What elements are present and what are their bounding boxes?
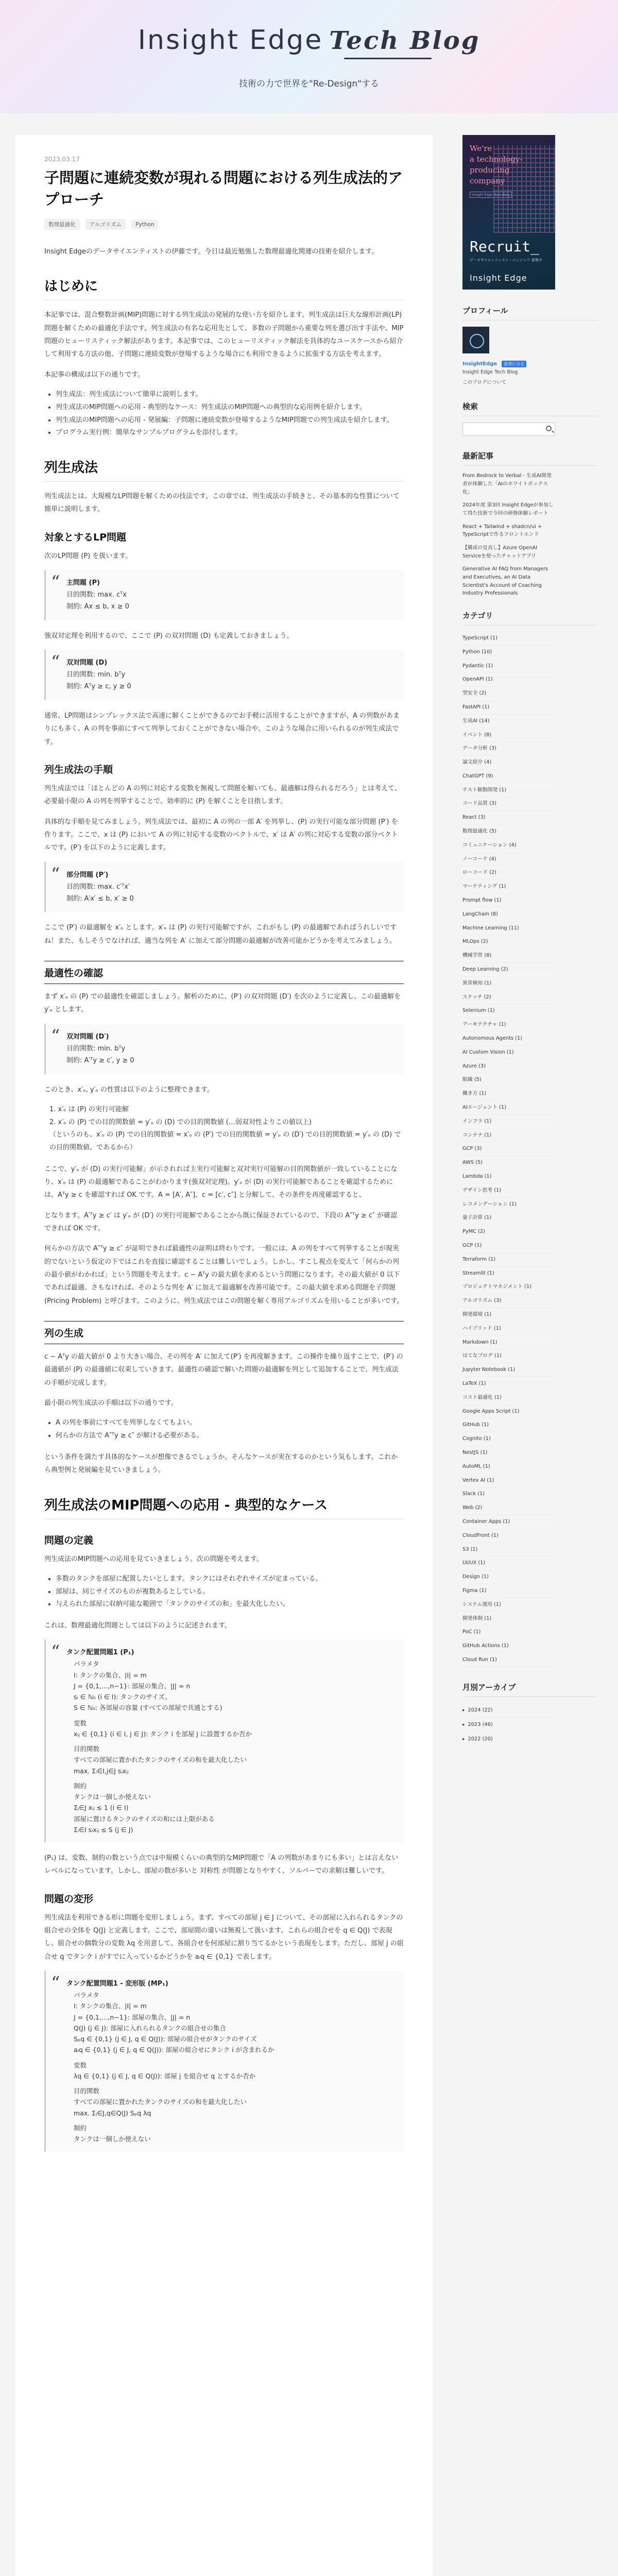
problem-line: 制約: Ax ≤ b, x ≥ 0 <box>66 603 129 611</box>
list-item: • プログラム実行例：簡単なサンプルプログラムを添付します。 <box>56 427 404 439</box>
problem-line: J = {0,1,…,n−1}: 部屋の集合、|J| = n <box>74 2013 191 2021</box>
category-link[interactable]: FastAPI (1) <box>462 701 555 715</box>
category-list <box>462 632 555 1667</box>
article-title: 子問題に連続変数が現れる問題における列生成法的アプローチ <box>44 169 403 209</box>
list-item: • 与えられた部屋に収納可能な範囲で「タンクのサイズの和」を最大化したい。 <box>56 1598 404 1611</box>
category-link[interactable]: Lambda (1) <box>462 1170 555 1184</box>
problem-title: タンク配置問題1 (P₁) <box>66 1649 134 1657</box>
banner-recruit-sub: データサイエンティスト・エンジニア 募集中 <box>470 258 542 262</box>
category-link[interactable]: 論文紹介 (4) <box>462 756 555 770</box>
paragraph: 列生成法では「ほとんどの A の列に対応する変数を無視して問題を解いても、最適解は得られるだろう」とは考えて、必要最小限の A の列を列挙することで、効率的に (P) を解くことを目指します。 <box>44 784 401 806</box>
category-link[interactable]: イベント (8) <box>462 728 555 742</box>
problem-box <box>44 862 404 912</box>
problem-line: 目的関数: max. c′ᵀx′ <box>66 883 130 891</box>
category-link[interactable]: 働き方 (1) <box>462 1087 555 1101</box>
category-title: カテゴリ <box>462 611 493 620</box>
category-link[interactable]: PoC (1) <box>462 1625 555 1639</box>
problem-line: Q(J) (j ∈ J): 部屋に入れられるタンクの組合せの集合 <box>74 2024 226 2032</box>
category-link[interactable]: 生成AI (14) <box>462 715 555 728</box>
recent-link[interactable]: 2024年度 第3回 Insight Edgeが参加して得た技術で今回の研修体験レポート <box>462 502 554 516</box>
list-item: • A の列を事前にすべてを列挙しなくてもよい。 <box>56 1417 404 1430</box>
problem-line: max. Σⱼ∈J,q∈Q(J) Sₚq λq <box>74 2109 151 2117</box>
problem-title: 主問題 (P) <box>66 579 100 587</box>
problem-title: 双対問題 (D) <box>66 659 108 667</box>
profile-desc: Insight Edge Tech Blog <box>462 369 518 375</box>
profile-name[interactable]: InsightEdge <box>462 361 497 367</box>
problem-line: J = {0,1,…,n−1}: 部屋の集合、|J| = n <box>74 1682 191 1690</box>
profile-title: プロフィール <box>462 306 508 315</box>
category-link[interactable]: コード品質 (3) <box>462 797 555 811</box>
recent-link[interactable]: 【構成の見直し】Azure OpenAI Serviceを使ったチャットアプリ <box>462 545 538 559</box>
definition-list <box>56 1573 404 1611</box>
list-item: 1. x′ₒ は (P) の実行可能解 <box>49 1105 129 1113</box>
archive-title: 月別アーカイブ <box>462 1682 516 1692</box>
category-link[interactable]: コミュニケーション (4) <box>462 839 555 853</box>
category-link[interactable]: Cognito (1) <box>462 1432 555 1446</box>
category-link[interactable]: Container Apps (1) <box>462 1515 555 1529</box>
recent-link[interactable]: Generative AI FAQ from Managers and Executives, an AI Data Scientist's Account of Coaching Industry Professionals <box>462 566 548 597</box>
category-link[interactable]: 開発体制 (1) <box>462 1612 555 1626</box>
quote-icon: “ <box>51 1025 60 1046</box>
paragraph: 列生成法とは、大規模なLP問題を解くための技法です。この章では、列生成法の手続きと、その基本的な性質について簡単に説明します。 <box>44 492 400 514</box>
category-link[interactable]: Python (10) <box>462 646 555 659</box>
problem-line: S ∈ ℕ₀: 各部屋の容量 (すべての部屋で共通とする) <box>74 1704 222 1712</box>
problem-line: 目的関数 <box>74 2087 100 2095</box>
blog-header <box>0 0 618 113</box>
article-intro: Insight Edgeのデータサイエンティストの伊藤です。今日は最近勉強した数理最適化関連の技術を紹介します。 <box>44 248 379 256</box>
banner-line: company <box>470 176 505 185</box>
paragraph: 最小限の列生成法の手順は以下の通りです。 <box>44 1399 178 1408</box>
category-link[interactable]: Selenium (1) <box>462 1004 555 1018</box>
category-link[interactable]: React (3) <box>462 811 555 825</box>
paragraph: 列生成法を利用できる形に問題を変形しましょう。まず、すべての部屋 j ∈ J について、その部屋に入れられるタンクの組合せの全体を Q(J) と定義します。ここで、部屋間の違いは無視して扱います。これらの組合せを q ∈ Q(J) で表現し、組合せの個数分の変数 λq を用意して、各組合せを何部屋に割り当てるかという表現をします。ただし、部屋 j の組合せ q でタンク i がすでに入っているかどうかを aᵢq ∈ {0,1} で表します。 <box>44 1913 404 1961</box>
sidebar <box>462 135 597 1747</box>
problem-line: 部屋に置けるタンクのサイズの和には上限がある <box>74 1815 215 1823</box>
problem-title: 双対問題 (D′) <box>66 1032 109 1041</box>
category-link[interactable]: Markdown (1) <box>462 1336 555 1350</box>
chevron-right-icon: ▸ <box>462 1722 465 1727</box>
category-link[interactable]: Slack (1) <box>462 1487 555 1501</box>
paragraph: 本記事の構成は以下の通りです。 <box>44 370 144 379</box>
category-link[interactable]: Azure (3) <box>462 1060 555 1074</box>
banner-tiny: Insight Edge Tech Blog <box>470 192 512 198</box>
archive-year[interactable] <box>462 1703 555 1718</box>
category-link[interactable]: 異常検知 (1) <box>462 977 555 991</box>
quote-icon: “ <box>51 863 60 885</box>
category-link[interactable]: Cloud Run (1) <box>462 1653 555 1667</box>
recent-link[interactable]: From Bedrock to Verbal - 生成AI開発者が体験した「AIのホワイトボックス化」 <box>462 473 552 495</box>
paragraph: 強双対定理を利用するので、ここで (P) の双対問題 (D) も定義しておきましょう。 <box>44 632 294 640</box>
problem-line: タンクは一個しか使えない <box>74 2135 151 2143</box>
category-link[interactable]: インフラ (1) <box>462 1115 555 1129</box>
category-link[interactable]: OpenAPI (1) <box>462 673 555 687</box>
problem-line <box>74 1739 394 1743</box>
category-link[interactable]: Jupyter Notebook (1) <box>462 1363 555 1377</box>
category-link[interactable]: 量子計算 (1) <box>462 1211 555 1225</box>
problem-line <box>74 1776 394 1781</box>
brand-script: Tech Blog <box>329 26 480 55</box>
problem-line: Σᵢ∈I sᵢxᵢⱼ ≤ S (j ∈ J) <box>74 1825 133 1834</box>
brand-name: Insight Edge <box>138 25 323 56</box>
problem-line: aᵢq ∈ {0,1} (j ∈ J, q ∈ Q(J)): 部屋の組合せにタンク i が含まれるか <box>74 2046 274 2054</box>
problem-line: Sₚq ∈ {0,1} (j ∈ J, q ∈ Q(J)): 部屋の組合せがタンクのサイズ <box>74 2035 257 2043</box>
problem-line: 変数 <box>74 2061 87 2069</box>
category-link[interactable]: LaTeX (1) <box>462 1377 555 1391</box>
category-link[interactable]: Design (1) <box>462 1570 555 1584</box>
paragraph: ここで、y′ₒ が (D) の実行可能解」が示されれば主実行可能解と双対実行可能解の目的関数値が一致していることになり、x′ₒ は (P) の最適解であることがわかります(強双対定理)。y′ₒ が (D) の実行可能解であることを確認するためには、Aᵀy ≥ c を確認すれば OK です。A = [A′, A″]、c = [c′, c″] と分解して、その条件を再度確認すると、 <box>44 1165 398 1199</box>
list-item: • 列生成法のMIP問題への応用 - 典型的なケース：列生成法のMIP問題への典型的な応用例を紹介します。 <box>56 401 404 414</box>
problem-line: すべての部屋に置かれたタンクのサイズの和を最大化したい <box>74 2098 247 2106</box>
problem-line <box>74 2119 394 2123</box>
category-link[interactable]: Streamlit (1) <box>462 1267 555 1281</box>
category-link[interactable]: Terraform (1) <box>462 1253 555 1267</box>
category-link[interactable]: Pydantic (1) <box>462 659 555 673</box>
category-link[interactable]: PyMC (2) <box>462 1225 555 1239</box>
category-link[interactable]: NestJS (1) <box>462 1446 555 1460</box>
category-link[interactable]: Machine Learning (11) <box>462 922 555 936</box>
problem-line: I: タンクの集合、|I| = m <box>74 1671 147 1679</box>
category-link[interactable]: アーキテクチャ (1) <box>462 1018 555 1032</box>
paragraph: 通常、LP問題はシンプレックス法で高速に解くことができるのでお手軽に活用することができますが、A の列数があまりにも多く、A の列を事前にすべて列挙しておくことができない場合や、このような場合に用いられるのが列生成法です。 <box>44 711 400 746</box>
category-link[interactable]: Prompt flow (1) <box>462 894 555 908</box>
logo-underline <box>344 58 432 59</box>
category-link[interactable]: システム運用 (1) <box>462 1598 555 1612</box>
section-heading: はじめに <box>44 276 404 300</box>
paragraph: (P₁) は、変数、制約の数という点では中規模くらいの典型的なMIP問題で「A の列数があまりにも多い」とは言えないレベルになっています。しかし、部屋の数が多いと 対称性 が問題となりやすく、ソルバーでの求解は難しいです。 <box>44 1854 399 1875</box>
category-link[interactable]: アルゴリズム (3) <box>462 1294 555 1308</box>
about-link[interactable]: このブログについて <box>462 380 507 386</box>
paragraph: これは、数理最適化問題としては以下のように記述されます。 <box>44 1621 231 1630</box>
category-link[interactable]: AIエージェント (1) <box>462 1101 555 1115</box>
category-link[interactable]: テスト駆動開発 (1) <box>462 784 555 798</box>
category-link[interactable]: Autonomous Agents (1) <box>462 1032 555 1046</box>
list-item: • 部屋は、同じサイズのものが複数あるとしている。 <box>56 1586 404 1599</box>
banner-brand: Insight Edge <box>470 273 527 283</box>
list-item: 2. x′ₒ の (P) での目的関数値 = y′ₒ の (D) での目的関数値 (…弱双対性よりこの値以上) <box>49 1118 312 1126</box>
category-link[interactable]: AI Custom Vision (1) <box>462 1046 555 1060</box>
chevron-right-icon: ▸ <box>462 1707 465 1713</box>
category-link[interactable]: コンテナ (1) <box>462 1129 555 1143</box>
category-link[interactable]: コスト最適化 (1) <box>462 1391 555 1405</box>
quote-icon: “ <box>51 1641 60 1663</box>
category-link[interactable]: AutoML (1) <box>462 1460 555 1474</box>
category-link[interactable]: データ分析 (3) <box>462 742 555 756</box>
category-link[interactable]: 機械学習 (8) <box>462 949 555 963</box>
problem-line: max. Σᵢ∈I,j∈J sᵢxᵢⱼ <box>74 1767 129 1775</box>
chevron-right-icon: ▸ <box>462 1736 465 1742</box>
paragraph: ここで (P′) の最適解を x′ₒ とします。x′ₒ は (P) の実行可能解ですが、これがもし (P) の最適解であればうれしいですね！また、もしそうでなければ、適当な列を A′ に加えて部分問題の最適解が改善可能かどうかを考えてみましょう。 <box>44 924 397 945</box>
paragraph: まず x′ₒ の (P) での最適性を確認しましょう。解析のために、(P′) の双対問題 (D′) を次のように定義し、この最適解を y′ₒ とします。 <box>44 993 401 1014</box>
follow-button[interactable]: 読者になる <box>502 361 526 367</box>
archive-label: 2023 (46) <box>468 1721 493 1727</box>
problem-lines <box>66 1658 394 1835</box>
problem-line: パラメタ <box>74 1991 99 1999</box>
problem-line <box>74 2081 394 2086</box>
category-link[interactable]: CloudFront (1) <box>462 1529 555 1543</box>
problem-line: タンクは一個しか使えない <box>74 1793 151 1801</box>
article-tags <box>44 218 404 230</box>
problem-line <box>74 1714 394 1718</box>
section-heading: 列生成法のMIP問題への応用 - 典型的なケース <box>44 1495 404 1519</box>
problem-line: 制約 <box>74 1782 87 1790</box>
problem-line: 目的関数: max. cᵀx <box>66 590 127 599</box>
tag-link[interactable]: Python <box>131 220 158 229</box>
problem-box <box>44 1024 404 1074</box>
search-icon[interactable] <box>546 426 552 431</box>
search-title: 検索 <box>462 402 478 412</box>
category-link[interactable]: マーケティング (1) <box>462 880 555 894</box>
recent-list <box>462 472 555 598</box>
problem-line: すべての部屋に置かれたタンクのサイズの和を最大化したい <box>74 1756 247 1764</box>
blog-tagline: 技術の力で世界を"Re-Design"する <box>239 79 379 89</box>
paragraph: このとき、x′ₒ, y′ₒ の性質は以下のように整理できます。 <box>44 1086 214 1094</box>
banner-pattern <box>493 145 555 233</box>
subsection-heading: 対象とするLP問題 <box>44 531 127 543</box>
problem-line: 目的関数 <box>74 1745 100 1753</box>
category-link[interactable]: Web (2) <box>462 1501 555 1515</box>
category-link[interactable]: 組織 (5) <box>462 1073 555 1087</box>
problem-line: 目的関数: min. bᵀy <box>66 1044 126 1053</box>
banner-line: a technology-producing <box>470 155 523 175</box>
problem-line: 目的関数: min. bᵀy <box>66 671 126 679</box>
problem-line: 制約: A′x′ ≤ b, x′ ≥ 0 <box>66 894 134 903</box>
paragraph: 本記事では、混合整数計画(MIP)問題に対する列生成法の発展的な使い方を紹介します。列生成法は巨大な線形計画(LP)問題を解くための最適化手法です。列生成法の有名な応用先として、多数の子問題から重要な列を選び出す手法や、MIP問題のヒューリスティック解法があります。本記事では、このヒューリスティック解法を具体的なユースケースから紹介して利用する方法の他、子問題に連続変数が登場するような場合にも利用できるように拡張する方法を考えます。 <box>44 311 404 359</box>
problem-title: タンク配置問題1 - 変形版 (MP₁) <box>66 1980 168 1988</box>
category-link[interactable]: GitHub (1) <box>462 1418 555 1432</box>
tag-link[interactable]: アルゴリズム <box>85 219 126 230</box>
toc-list <box>56 388 404 439</box>
category-link[interactable]: LangChain (8) <box>462 908 555 922</box>
subsection-heading: 列生成法の手順 <box>44 764 113 775</box>
category-link[interactable]: デザイン思考 (1) <box>462 1184 555 1198</box>
list-item: • 何らかの方法で A″ᵀy ≥ c″ が解ける必要がある。 <box>56 1430 404 1443</box>
tag-link[interactable]: 数理最適化 <box>44 219 80 230</box>
divider <box>462 465 597 466</box>
archive-year[interactable] <box>462 1718 555 1732</box>
property-list <box>49 1104 404 1155</box>
problem-line: xᵢⱼ ∈ {0,1} (i ∈ I, j ∈ J): タンク i を部屋 j に設置するか否か <box>74 1730 252 1738</box>
archive-label: 2024 (22) <box>468 1707 493 1713</box>
category-link[interactable]: GCP (1) <box>462 1239 555 1253</box>
problem-line: 制約: Aᵀy ≥ c, y ≥ 0 <box>66 683 131 691</box>
recruit-banner[interactable] <box>462 135 555 290</box>
category-link[interactable]: ノーコード (4) <box>462 853 555 867</box>
problem-box <box>44 570 404 620</box>
category-link[interactable]: Figma (1) <box>462 1584 555 1598</box>
problem-line: 制約: A′ᵀy ≥ c′, y ≥ 0 <box>66 1057 134 1065</box>
banner-line: We're <box>470 144 492 153</box>
category-link[interactable]: ローコード (2) <box>462 866 555 880</box>
quote-icon: “ <box>51 571 60 592</box>
paragraph: 何らかの方法で A″ᵀy ≥ c″ が証明できれば最適性の証明は終わりです。一般には、A の列をすべて列挙することが現実的でないという仮定の下ではこれを直接に確認することは難しいでしょう。しかし、すこし視点を変えて「何らかの列の最小値がわかれば」という問題を考えます。c − Aᵀy の最大値を求めるという問題になります。その最大値が 0 以下であれば最適、さもなければ、そのような列を A′ に加えて最適解を改善可能です。この最大値を求める問題を子問題 (Pricing Problem) と呼びます。このように、列生成法ではこの問題を解く専用アルゴリズムを用いることが多いです。 <box>44 1245 404 1305</box>
subsection-heading: 問題の定義 <box>44 1534 94 1546</box>
problem-lines <box>66 1990 394 2144</box>
category-link[interactable]: はてなブログ (1) <box>462 1349 555 1363</box>
subsection-heading: 列の生成 <box>44 1321 404 1344</box>
category-link[interactable]: Deep Learning (2) <box>462 963 555 977</box>
category-link[interactable]: スケッチ (2) <box>462 991 555 1005</box>
avatar[interactable] <box>462 327 489 353</box>
problem-line: パラメタ <box>74 1660 99 1668</box>
paragraph: 次のLP問題 (P) を扱います。 <box>44 552 132 560</box>
subsection-heading: 問題の変形 <box>44 1893 94 1905</box>
category-link[interactable]: AWS (5) <box>462 1156 555 1170</box>
problem-box <box>44 1639 404 1842</box>
problem-line <box>74 2056 394 2060</box>
category-link[interactable]: Google Apps Script (1) <box>462 1405 555 1419</box>
quote-icon: “ <box>51 1973 60 1994</box>
recent-link[interactable]: React + Tailwind + shadcn/ui + TypeScriptで作るフロントエンド <box>462 523 542 538</box>
category-link[interactable]: プロジェクトマネジメント (1) <box>462 1280 555 1294</box>
blog-logo[interactable] <box>0 25 618 59</box>
category-link[interactable]: レコメンデーション (1) <box>462 1198 555 1212</box>
archive-label: 2022 (20) <box>468 1736 493 1742</box>
banner-recruit: Recruit_ <box>470 238 539 255</box>
problem-box <box>44 1971 404 2151</box>
problem-line: 制約 <box>74 2124 87 2132</box>
condition-list <box>56 1417 404 1442</box>
problem-line: 変数 <box>74 1719 87 1727</box>
problem-line: Σⱼ∈J xᵢⱼ ≤ 1 (i ∈ I) <box>74 1804 129 1812</box>
problem-box <box>44 650 404 700</box>
category-link[interactable]: Vertex AI (1) <box>462 1474 555 1488</box>
section-heading: 列生成法 <box>44 457 404 482</box>
archive-list <box>462 1703 555 1747</box>
problem-line: sᵢ ∈ ℕ₀ (i ∈ I): タンクのサイズ。 <box>74 1693 171 1701</box>
category-link[interactable]: GitHub Actions (1) <box>462 1639 555 1653</box>
paragraph: となります。A′ᵀy ≥ c′ は y′ₒ が (D′) の実行可能解であることから既に保証されているので、下段の A″ᵀy ≥ c″ が確認できれば OK です。 <box>44 1211 398 1232</box>
list-item: • 列生成法のMIP問題への応用 - 発展編：子問題に連続変数が登場するようなMIP問題での列生成法を紹介します。 <box>56 414 404 427</box>
list-item: （というのも、x′ₒ の (P) での目的関数値 = x′ₒ の (P′) での目的関数値 = y′ₒ の (D′) での目的関数値 = y′ₒ の (D) での目的関数値、であるから） <box>49 1131 401 1151</box>
archive-year[interactable] <box>462 1732 555 1747</box>
problem-title: 部分問題 (P′) <box>66 871 109 879</box>
list-item: • 多数のタンクを部屋に配置したいとします。タンクにはそれぞれサイズが定まっている。 <box>56 1573 404 1586</box>
paragraph: 列生成法のMIP問題への応用を見ていきましょう。次の問題を考えます。 <box>44 1555 263 1563</box>
article <box>15 135 433 2576</box>
category-link[interactable]: 開発環境 (1) <box>462 1308 555 1322</box>
subsection-heading: 最適性の確認 <box>44 961 404 984</box>
problem-line: I: タンクの集合、|I| = m <box>74 2002 147 2010</box>
category-link[interactable]: ChatGPT (9) <box>462 770 555 784</box>
category-link[interactable]: MLOps (2) <box>462 935 555 949</box>
paragraph: という条件を満たす具体的なケースが想像できるでしょうか。そんなケースが実在するのかという気もします。これから典型例と発展編を見ていきましょう。 <box>44 1453 398 1475</box>
category-link[interactable]: UI/UX (1) <box>462 1556 555 1570</box>
quote-icon: “ <box>51 652 60 673</box>
category-link[interactable]: ハイブリッド (1) <box>462 1322 555 1336</box>
category-link[interactable]: 数理最適化 (5) <box>462 825 555 839</box>
category-link[interactable]: GCP (3) <box>462 1142 555 1156</box>
category-link[interactable]: 型安全 (2) <box>462 687 555 701</box>
recent-title: 最新記事 <box>462 451 494 461</box>
category-link[interactable]: TypeScript (1) <box>462 632 555 646</box>
article-date: 2023.03.17 <box>44 156 80 163</box>
category-link[interactable]: S3 (1) <box>462 1543 555 1557</box>
problem-line: λq ∈ {0,1} (j ∈ J, q ∈ Q(J)): 部屋 j を組合せ q とするか否か <box>74 2072 256 2080</box>
paragraph: 具体的な手順を見てみましょう。列生成法では、最初に A の列の一部 A′ を列挙し、(P) の実行可能な部分問題 (P′) を作ります。ここで、x は (P) において A の列に対応する変数のベクトルで、x′ は A′ の列に対応する変数の部分ベクトルです。(P′) を以下のように定義します。 <box>44 818 398 852</box>
list-item: • 列生成法：列生成法について簡単に説明します。 <box>56 388 404 401</box>
search-input[interactable] <box>462 422 555 436</box>
paragraph: c − Aᵀy の最大値が 0 より大きい場合、その列を A′ に加えて(P′) を再度解きます。この操作を繰り返すことで、(P′) の最適値が (P) の最適値に収束していきます。最適性の確認で解いた問題の最適解を列として追加することで、列生成法の手順が完成します。 <box>44 1353 403 1387</box>
